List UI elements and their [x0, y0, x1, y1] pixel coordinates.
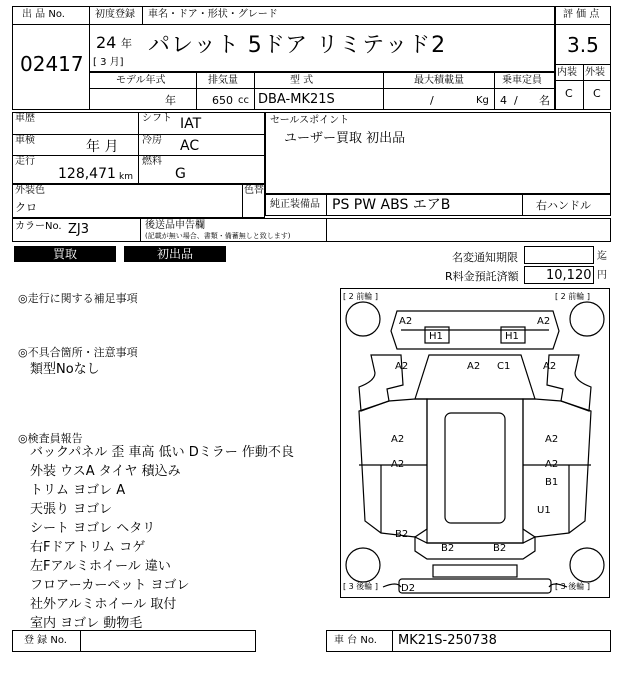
fuel-value: G [175, 166, 186, 182]
capacity-value: 4 [500, 94, 507, 107]
first-listing-tag: 初出品 [124, 246, 226, 262]
name-change-label: 名変通知期限 [452, 251, 518, 264]
color-no-value: ZJ3 [68, 222, 90, 237]
inspector-heading: ◎検査員報告 [18, 432, 83, 445]
damage-mark: A2 [467, 361, 481, 372]
lot-number: 02417 [20, 52, 84, 76]
damage-mark: A2 [545, 434, 559, 445]
travel-heading: ◎走行に関する補足事項 [18, 292, 138, 305]
inspector-line: シート ヨゴレ ヘタリ [30, 521, 156, 536]
model-value: DBA-MK21S [258, 92, 335, 107]
color-no-box [12, 218, 611, 242]
recycle-label: R料金預託済額 [445, 270, 519, 283]
damage-mark: B1 [545, 477, 559, 488]
mileage-unit: km [119, 172, 133, 182]
first-reg-year: 24 [96, 33, 117, 52]
inspector-line: 室内 ヨゴレ 動物毛 [30, 616, 143, 631]
car-diagram-svg [341, 289, 609, 597]
model-label: 型 式 [290, 75, 314, 86]
inspector-line: 外装 ウスA タイヤ 積込み [30, 464, 181, 479]
color-label: 外装色 [15, 185, 45, 196]
aircon-label: 冷房 [142, 135, 162, 146]
damage-mark: B2 [493, 543, 507, 554]
inspection-label: 車検 [15, 135, 35, 146]
chassis-label: 車 台 No. [334, 635, 377, 646]
color-change-label: 色替 [244, 185, 264, 196]
damage-mark: A2 [399, 316, 413, 327]
score-label: 評 価 点 [563, 9, 600, 20]
year-unit: 年 [121, 37, 132, 50]
score-value: 3.5 [567, 33, 599, 57]
exterior-label: 外装 [585, 67, 605, 78]
name-change-unit: 迄 [597, 251, 607, 262]
fuel-label: 燃料 [142, 156, 162, 167]
max-load-unit: Kg [476, 95, 489, 106]
sales-point-label: セールスポイント [270, 115, 350, 126]
purchase-tag: 買取 [14, 246, 116, 262]
car-diagram [340, 288, 610, 598]
chassis-value: MK21S-250738 [398, 633, 497, 648]
first-reg-month: [ 3 月] [93, 57, 124, 68]
model-year-label: モデル年式 [116, 75, 166, 86]
inspection-value: 年 月 [86, 139, 119, 155]
mileage-value: 128,471 [58, 166, 116, 182]
inspector-line: 天張り ヨゴレ [30, 502, 113, 517]
history-label: 車歴 [15, 113, 35, 124]
damage-mark: A2 [545, 459, 559, 470]
model-year-value: 年 [165, 94, 176, 107]
registration-label: 登 録 No. [24, 635, 67, 646]
damage-mark: B2 [395, 529, 409, 540]
damage-mark: A2 [391, 459, 405, 470]
damage-mark: A2 [543, 361, 557, 372]
corner-label-bl: [ 3 後輪 ] [343, 582, 378, 591]
first-reg-label: 初度登録 [95, 9, 135, 20]
defect-line: 類型Noなし [30, 362, 100, 377]
damage-mark: A2 [537, 316, 551, 327]
aircon-value: AC [180, 138, 200, 154]
mileage-label: 走行 [15, 156, 35, 167]
displacement-value: 650 [212, 94, 233, 107]
damage-mark: H1 [505, 331, 519, 342]
color-box [12, 184, 265, 218]
displacement-unit: cc [238, 95, 249, 106]
recycle-unit: 円 [597, 270, 607, 281]
max-load-value: / [430, 94, 434, 107]
recycle-value: 10,120 [546, 268, 592, 283]
corner-label-tr: [ 2 前輪 ] [555, 292, 590, 301]
interior-grade: C [565, 87, 573, 100]
inspector-line: 右Fドアトリム コゲ [30, 540, 146, 555]
damage-mark: C1 [497, 361, 511, 372]
equipment-value: PS PW ABS エアB [332, 197, 451, 213]
interior-label: 内装 [557, 67, 577, 78]
displacement-label: 排気量 [208, 75, 238, 86]
inspector-line: フロアーカーペット ヨゴレ [30, 578, 190, 593]
corner-label-tl: [ 2 前輪 ] [343, 292, 378, 301]
inspector-line: 左Fアルミホイール 違い [30, 559, 171, 574]
equipment-label: 純正装備品 [270, 199, 320, 210]
name-label: 車名・ドア・形状・グレード [148, 9, 278, 20]
inspector-line: トリム ヨゴレ A [30, 483, 126, 498]
color-no-label: カラーNo. [15, 221, 62, 232]
lot-label: 出 品 No. [22, 9, 65, 20]
handle-value: 右ハンドル [536, 199, 591, 212]
damage-mark: B2 [441, 543, 455, 554]
exterior-grade: C [593, 87, 601, 100]
shift-label: シフト [142, 113, 172, 124]
sales-point-value: ユーザー買取 初出品 [284, 131, 406, 146]
damage-mark: D2 [401, 583, 416, 594]
inspector-line: 社外アルミホイール 取付 [30, 597, 177, 612]
name-change-field [524, 246, 594, 264]
aftermarket-note: (記載が無い場合、書類・備蓄無しと致します) [145, 232, 291, 240]
capacity-sep: / [514, 94, 518, 107]
aftermarket-label: 後送品申告欄 [145, 220, 205, 231]
damage-mark: U1 [537, 505, 551, 516]
corner-label-br: [ 3 後輪 ] [555, 582, 590, 591]
damage-mark: A2 [391, 434, 405, 445]
car-name: パレット 5ドア リミテッド2 [148, 33, 447, 58]
shift-value: IAT [180, 116, 202, 132]
capacity-unit: 名 [539, 94, 550, 107]
capacity-label: 乗車定員 [502, 75, 542, 86]
damage-mark: A2 [395, 361, 409, 372]
defect-heading: ◎不具合箇所・注意事項 [18, 346, 138, 359]
damage-mark: H1 [429, 331, 443, 342]
inspector-line: バックパネル 歪 車高 低い Dミラー 作動不良 [30, 445, 294, 460]
max-load-label: 最大積載量 [414, 75, 464, 86]
color-value: クロ [15, 201, 37, 214]
